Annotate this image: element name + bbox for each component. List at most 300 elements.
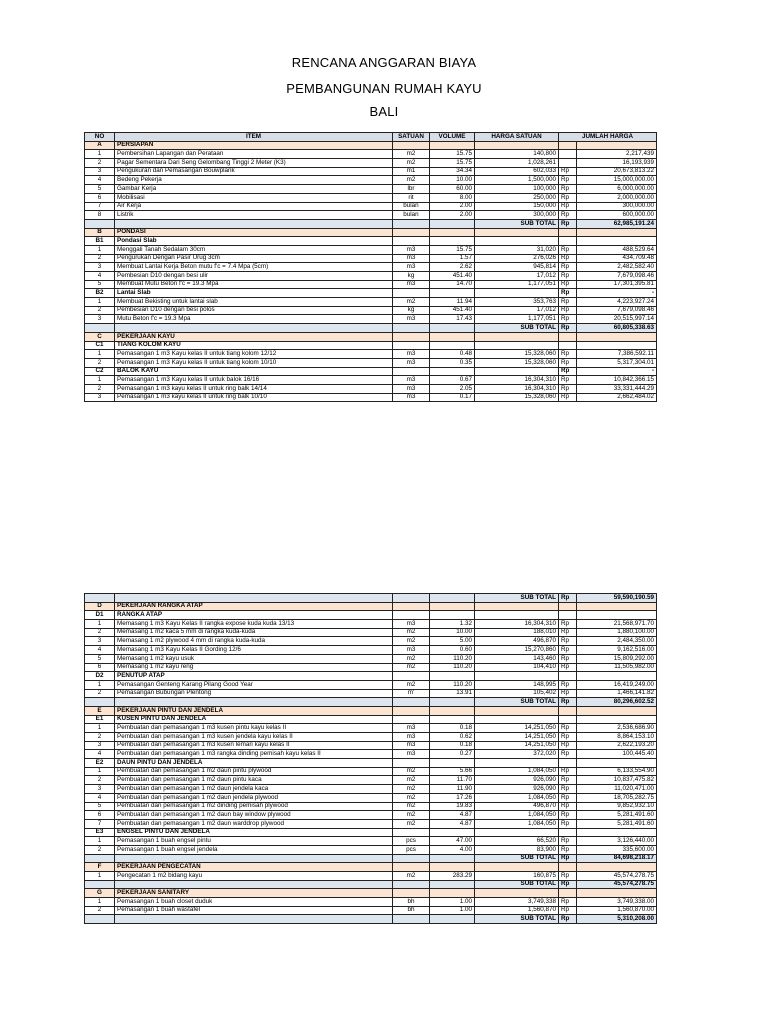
empty-cell — [430, 915, 475, 924]
subsection-row — [85, 828, 657, 837]
currency-cell: Rp — [559, 637, 577, 646]
currency-cell: Rp — [559, 915, 577, 924]
subsection-code: B1 — [85, 237, 115, 246]
currency-cell: Rp — [559, 393, 577, 402]
table-row — [85, 776, 657, 785]
empty-cell — [559, 889, 577, 898]
row-number: 3 — [85, 263, 115, 272]
unit-cell: m2 — [393, 150, 430, 159]
item-description: Mobilisasi — [115, 193, 393, 202]
row-number: 1 — [85, 350, 115, 359]
subsection-title: Pondasi Slab — [115, 237, 393, 246]
row-number: 5 — [85, 654, 115, 663]
empty-cell — [475, 672, 559, 681]
item-description: Pengecatan 1 m2 bidang kayu — [115, 872, 393, 881]
item-description: Membuat Bekisting untuk lantai slab — [115, 298, 393, 307]
amount-cell: 2,662,484.02 — [577, 393, 657, 402]
row-number: 5 — [85, 802, 115, 811]
currency-cell: Rp — [559, 254, 577, 263]
item-description: Mutu Beton f'c = 19.3 Mpa — [115, 315, 393, 324]
row-number: 1 — [85, 620, 115, 629]
unit-cell: m2 — [393, 811, 430, 820]
amount-cell: 2,484,350.00 — [577, 637, 657, 646]
unit-price-cell: 3,749,338 — [475, 898, 559, 907]
empty-cell — [475, 889, 559, 898]
table-row — [85, 211, 657, 220]
item-description: Pembuatan dan pemasangan 1 m2 dinding pemisah plywood — [115, 802, 393, 811]
table-row — [85, 306, 657, 315]
amount-cell: 335,600.00 — [577, 845, 657, 854]
subtotal-amount: 62,985,191.24 — [577, 219, 657, 228]
item-description: Pembuatan dan pemasangan 1 m2 daun jendela plywood — [115, 793, 393, 802]
row-number: 1 — [85, 298, 115, 307]
volume-cell: 5.66 — [430, 767, 475, 776]
amount-cell: - — [577, 367, 657, 376]
row-number: 2 — [85, 384, 115, 393]
amount-cell: 18,705,282.75 — [577, 793, 657, 802]
volume-cell: 0.67 — [430, 376, 475, 385]
unit-cell: m3 — [393, 620, 430, 629]
empty-cell — [393, 828, 430, 837]
empty-cell — [430, 611, 475, 620]
unit-cell: lbr — [393, 185, 430, 194]
subtotal-amount: 45,574,278.75 — [577, 880, 657, 889]
item-description: Pemasangan Genteng Karang Pilang Good Year — [115, 680, 393, 689]
empty-cell — [559, 863, 577, 872]
subsection-title: RANGKA ATAP — [115, 611, 393, 620]
subsection-row — [85, 611, 657, 620]
section-row — [85, 602, 657, 611]
table-row — [85, 741, 657, 750]
empty-cell — [85, 219, 115, 228]
currency-cell: Rp — [559, 367, 577, 376]
currency-cell: Rp — [559, 315, 577, 324]
currency-cell — [559, 715, 577, 724]
section-title: PERSIAPAN — [115, 141, 393, 150]
amount-cell — [577, 715, 657, 724]
header-harga-satuan: HARGA SATUAN — [475, 133, 559, 142]
amount-cell: 1,880,100.00 — [577, 628, 657, 637]
currency-cell: Rp — [559, 785, 577, 794]
item-description: Pembersihan Lapangan dan Perataan — [115, 150, 393, 159]
empty-cell — [475, 141, 559, 150]
table-row — [85, 767, 657, 776]
empty-cell — [430, 672, 475, 681]
empty-cell — [430, 863, 475, 872]
table-row — [85, 872, 657, 881]
empty-cell — [393, 594, 430, 603]
currency-cell: Rp — [559, 906, 577, 915]
empty-cell — [393, 889, 430, 898]
subtotal-row — [85, 594, 657, 603]
volume-cell: 17.43 — [430, 315, 475, 324]
subsection-code: E1 — [85, 715, 115, 724]
empty-cell — [475, 828, 559, 837]
amount-cell: 5,317,304.01 — [577, 358, 657, 367]
item-description: Pembesian D10 dengan besi polos — [115, 306, 393, 315]
currency-cell: Rp — [559, 219, 577, 228]
currency-cell: Rp — [559, 724, 577, 733]
empty-cell — [85, 854, 115, 863]
table-row — [85, 202, 657, 211]
currency-cell: Rp — [559, 167, 577, 176]
row-number: 6 — [85, 811, 115, 820]
subtotal-row — [85, 880, 657, 889]
row-number: 1 — [85, 837, 115, 846]
amount-cell: 488,529.64 — [577, 245, 657, 254]
table-row — [85, 680, 657, 689]
amount-cell: 33,331,444.29 — [577, 384, 657, 393]
row-number: 1 — [85, 767, 115, 776]
amount-cell: 2,000,000.00 — [577, 193, 657, 202]
row-number: 3 — [85, 315, 115, 324]
table-row — [85, 167, 657, 176]
header-jumlah-harga: JUMLAH HARGA — [559, 133, 657, 142]
volume-cell: 110.20 — [430, 680, 475, 689]
unit-price-cell: 160,875 — [475, 872, 559, 881]
amount-cell: 6,000,000.00 — [577, 185, 657, 194]
item-description: Memasang 1 m2 kaca 5 mm di rangka kuda-kuda — [115, 628, 393, 637]
empty-cell — [577, 889, 657, 898]
row-number: 7 — [85, 202, 115, 211]
unit-cell: m' — [393, 689, 430, 698]
table-row — [85, 724, 657, 733]
table-row — [85, 837, 657, 846]
empty-cell — [430, 759, 475, 768]
volume-cell: 10.00 — [430, 176, 475, 185]
amount-cell: 7,679,098.46 — [577, 272, 657, 281]
currency-cell: Rp — [559, 211, 577, 220]
empty-cell — [393, 237, 430, 246]
unit-price-cell: 300,000 — [475, 211, 559, 220]
subtotal-row — [85, 915, 657, 924]
amount-cell: 11,505,982.00 — [577, 663, 657, 672]
table-row — [85, 845, 657, 854]
volume-cell: 11.70 — [430, 776, 475, 785]
item-description: Memasang 1 m2 kayu usuk — [115, 654, 393, 663]
empty-cell — [393, 715, 430, 724]
empty-cell — [577, 228, 657, 237]
empty-cell — [393, 854, 430, 863]
item-description: Pembuatan dan pemasangan 1 m3 kusen lemari kayu kelas II — [115, 741, 393, 750]
currency-cell: Rp — [559, 376, 577, 385]
currency-cell: Rp — [559, 245, 577, 254]
currency-cell: Rp — [559, 202, 577, 211]
volume-cell: 110.20 — [430, 654, 475, 663]
item-description: Memasang 1 m2 kayu reng — [115, 663, 393, 672]
empty-cell — [475, 237, 559, 246]
unit-cell: bh — [393, 898, 430, 907]
amount-cell: 9,162,516.00 — [577, 646, 657, 655]
empty-cell — [393, 219, 430, 228]
item-description: Pemasangan 1 m3 Kayu kelas II untuk tiang kolom 12/12 — [115, 350, 393, 359]
row-number: 4 — [85, 176, 115, 185]
unit-cell: m2 — [393, 767, 430, 776]
volume-cell: 17.26 — [430, 793, 475, 802]
amount-cell: 5,281,491.60 — [577, 819, 657, 828]
empty-cell — [577, 332, 657, 341]
amount-cell: 15,809,292.00 — [577, 654, 657, 663]
section-row — [85, 706, 657, 715]
subsection-title: BALOK KAYU — [115, 367, 393, 376]
amount-cell: 2,482,582.40 — [577, 263, 657, 272]
empty-cell — [393, 915, 430, 924]
subsection-row — [85, 715, 657, 724]
row-number: 2 — [85, 906, 115, 915]
currency-cell: Rp — [559, 767, 577, 776]
amount-cell: 600,000.00 — [577, 211, 657, 220]
volume-cell: 60.00 — [430, 185, 475, 194]
doc-location: BALI — [369, 104, 399, 119]
empty-cell — [430, 237, 475, 246]
amount-cell: 2,622,193.20 — [577, 741, 657, 750]
unit-price-cell: 14,251,050 — [475, 733, 559, 742]
unit-cell: bulan — [393, 211, 430, 220]
volume-cell: 11.94 — [430, 298, 475, 307]
budget-table-2 — [84, 593, 657, 924]
row-number: 3 — [85, 393, 115, 402]
unit-cell: bulan — [393, 202, 430, 211]
item-description: Listrik — [115, 211, 393, 220]
empty-cell — [393, 341, 430, 350]
table-row — [85, 193, 657, 202]
subsection-row — [85, 367, 657, 376]
table-row — [85, 628, 657, 637]
unit-cell: m2 — [393, 628, 430, 637]
volume-cell: 4.87 — [430, 819, 475, 828]
subsection-code: B2 — [85, 289, 115, 298]
empty-cell — [115, 854, 393, 863]
volume-cell: 0.18 — [430, 724, 475, 733]
empty-cell — [559, 602, 577, 611]
currency-cell — [559, 759, 577, 768]
empty-cell — [430, 880, 475, 889]
unit-price-cell: 15,270,860 — [475, 646, 559, 655]
empty-cell — [430, 854, 475, 863]
currency-cell — [559, 341, 577, 350]
amount-cell: 2,217,439 — [577, 150, 657, 159]
unit-price-cell: 1,177,051 — [475, 280, 559, 289]
section-code: D — [85, 602, 115, 611]
volume-cell: 1.32 — [430, 620, 475, 629]
empty-cell — [559, 228, 577, 237]
amount-cell — [577, 611, 657, 620]
currency-cell: Rp — [559, 176, 577, 185]
currency-cell: Rp — [559, 646, 577, 655]
subtotal-amount: 5,310,208.00 — [577, 915, 657, 924]
section-code: G — [85, 889, 115, 898]
empty-cell — [85, 594, 115, 603]
unit-cell: m3 — [393, 646, 430, 655]
row-number: 1 — [85, 245, 115, 254]
amount-cell: 45,574,278.75 — [577, 872, 657, 881]
unit-cell: m3 — [393, 384, 430, 393]
unit-price-cell: 1,084,050 — [475, 793, 559, 802]
unit-cell: m2 — [393, 298, 430, 307]
subsection-title: Lantai Slab — [115, 289, 393, 298]
unit-price-cell: 1,500,000 — [475, 176, 559, 185]
section-title: PEKERJAAN KAYU — [115, 332, 393, 341]
item-description: Pembuatan dan pemasangan 1 m3 kusen jendela kayu kelas II — [115, 733, 393, 742]
amount-cell — [577, 341, 657, 350]
amount-cell: 16,419,249.00 — [577, 680, 657, 689]
volume-cell: 110.20 — [430, 663, 475, 672]
row-number: 2 — [85, 306, 115, 315]
currency-cell — [559, 150, 577, 159]
table-row — [85, 376, 657, 385]
section-code: C — [85, 332, 115, 341]
header-satuan: SATUAN — [393, 133, 430, 142]
currency-cell: Rp — [559, 663, 577, 672]
empty-cell — [475, 602, 559, 611]
subtotal-label: SUB TOTAL — [475, 219, 559, 228]
volume-cell: 1.57 — [430, 254, 475, 263]
item-description: Pembuatan dan pemasangan 1 m2 daun warddrop plywood — [115, 819, 393, 828]
table-row — [85, 272, 657, 281]
unit-price-cell: 276,026 — [475, 254, 559, 263]
budget-table-1 — [84, 132, 657, 402]
item-description: Pemasangan 1 m3 kayu kelas II untuk ring balk 14/14 — [115, 384, 393, 393]
unit-price-cell: 1,084,050 — [475, 811, 559, 820]
table-row — [85, 802, 657, 811]
section-row — [85, 228, 657, 237]
currency-cell: Rp — [559, 289, 577, 298]
empty-cell — [115, 880, 393, 889]
unit-cell: rit — [393, 193, 430, 202]
unit-price-cell: 148,995 — [475, 680, 559, 689]
empty-cell — [115, 219, 393, 228]
unit-price-cell: 14,251,050 — [475, 724, 559, 733]
currency-cell: Rp — [559, 880, 577, 889]
subsection-code: E2 — [85, 759, 115, 768]
unit-cell: m3 — [393, 741, 430, 750]
unit-price-cell: 353,763 — [475, 298, 559, 307]
subsection-code: D1 — [85, 611, 115, 620]
table-row — [85, 393, 657, 402]
unit-price-cell: 31,020 — [475, 245, 559, 254]
empty-cell — [475, 289, 559, 298]
item-description: Gambar Kerja — [115, 185, 393, 194]
empty-cell — [430, 594, 475, 603]
currency-cell: Rp — [559, 272, 577, 281]
amount-cell: 300,000.00 — [577, 202, 657, 211]
unit-price-cell: 945,814 — [475, 263, 559, 272]
unit-cell: m2 — [393, 680, 430, 689]
amount-cell: 434,709.48 — [577, 254, 657, 263]
table-row — [85, 646, 657, 655]
item-description: Pemasangan 1 m3 kayu kelas II untuk ring balk 10/10 — [115, 393, 393, 402]
volume-cell: 451.40 — [430, 306, 475, 315]
item-description: Pembuatan dan pemasangan 1 m3 rangka dinding pemisah kayu kelas II — [115, 750, 393, 759]
currency-cell: Rp — [559, 811, 577, 820]
subtotal-label: SUB TOTAL — [475, 594, 559, 603]
unit-cell: m3 — [393, 245, 430, 254]
empty-cell — [475, 228, 559, 237]
amount-cell: 7,679,098.46 — [577, 306, 657, 315]
empty-cell — [475, 715, 559, 724]
empty-cell — [430, 602, 475, 611]
section-code: F — [85, 863, 115, 872]
table-row — [85, 280, 657, 289]
unit-cell: m3 — [393, 376, 430, 385]
volume-cell: 0.60 — [430, 646, 475, 655]
currency-cell: Rp — [559, 298, 577, 307]
empty-cell — [430, 715, 475, 724]
empty-cell — [430, 332, 475, 341]
currency-cell: Rp — [559, 594, 577, 603]
subsection-row — [85, 759, 657, 768]
table-row — [85, 620, 657, 629]
volume-cell: 8.00 — [430, 193, 475, 202]
item-description: Pagar Sementara Dari Seng Gelombang Tinggi 2 Meter (K3) — [115, 159, 393, 168]
empty-cell — [85, 880, 115, 889]
item-description: Pemasangan Bubungan Plentong — [115, 689, 393, 698]
amount-cell: 8,864,153.10 — [577, 733, 657, 742]
currency-cell: Rp — [559, 898, 577, 907]
unit-cell: kg — [393, 272, 430, 281]
subsection-code: C1 — [85, 341, 115, 350]
unit-cell: m2 — [393, 819, 430, 828]
row-number: 2 — [85, 689, 115, 698]
unit-price-cell: 100,000 — [475, 185, 559, 194]
empty-cell — [430, 698, 475, 707]
item-description: Pemasangan 1 m3 Kayu kelas II untuk tiang kolom 10/10 — [115, 358, 393, 367]
table-row — [85, 637, 657, 646]
empty-cell — [577, 602, 657, 611]
currency-cell: Rp — [559, 263, 577, 272]
unit-price-cell: 15,328,060 — [475, 393, 559, 402]
empty-cell — [393, 706, 430, 715]
unit-cell: m1 — [393, 167, 430, 176]
currency-cell: Rp — [559, 872, 577, 881]
volume-cell: 10.00 — [430, 628, 475, 637]
table-header-row — [85, 133, 657, 142]
currency-cell: Rp — [559, 750, 577, 759]
row-number: 5 — [85, 280, 115, 289]
row-number: 1 — [85, 898, 115, 907]
subsection-title: PENUTUP ATAP — [115, 672, 393, 681]
volume-cell: 13.91 — [430, 689, 475, 698]
empty-cell — [393, 863, 430, 872]
row-number: 2 — [85, 733, 115, 742]
unit-cell: m3 — [393, 393, 430, 402]
item-description: Pembuatan dan pemasangan 1 m3 kusen pintu kayu kelas II — [115, 724, 393, 733]
item-description: Pembesian D10 dengan besi ulir — [115, 272, 393, 281]
currency-cell: Rp — [559, 837, 577, 846]
subsection-row — [85, 341, 657, 350]
subsection-title: TIANG KOLOM KAYU — [115, 341, 393, 350]
section-title: PEKERJAAN PENGECATAN — [115, 863, 393, 872]
table-row — [85, 654, 657, 663]
volume-cell: 19.83 — [430, 802, 475, 811]
volume-cell: 15.75 — [430, 150, 475, 159]
row-number: 2 — [85, 628, 115, 637]
section-title: PONDASI — [115, 228, 393, 237]
currency-cell: Rp — [559, 689, 577, 698]
volume-cell: 14.70 — [430, 280, 475, 289]
subsection-code: D2 — [85, 672, 115, 681]
currency-cell: Rp — [559, 384, 577, 393]
subsection-title: ENGSEL PINTU DAN JENDELA — [115, 828, 393, 837]
empty-cell — [475, 332, 559, 341]
volume-cell: 0.48 — [430, 350, 475, 359]
row-number: 6 — [85, 193, 115, 202]
unit-price-cell: 105,402 — [475, 689, 559, 698]
unit-cell: m3 — [393, 358, 430, 367]
currency-cell: Rp — [559, 280, 577, 289]
empty-cell — [559, 706, 577, 715]
section-title: PEKERJAAN SANITARY — [115, 889, 393, 898]
